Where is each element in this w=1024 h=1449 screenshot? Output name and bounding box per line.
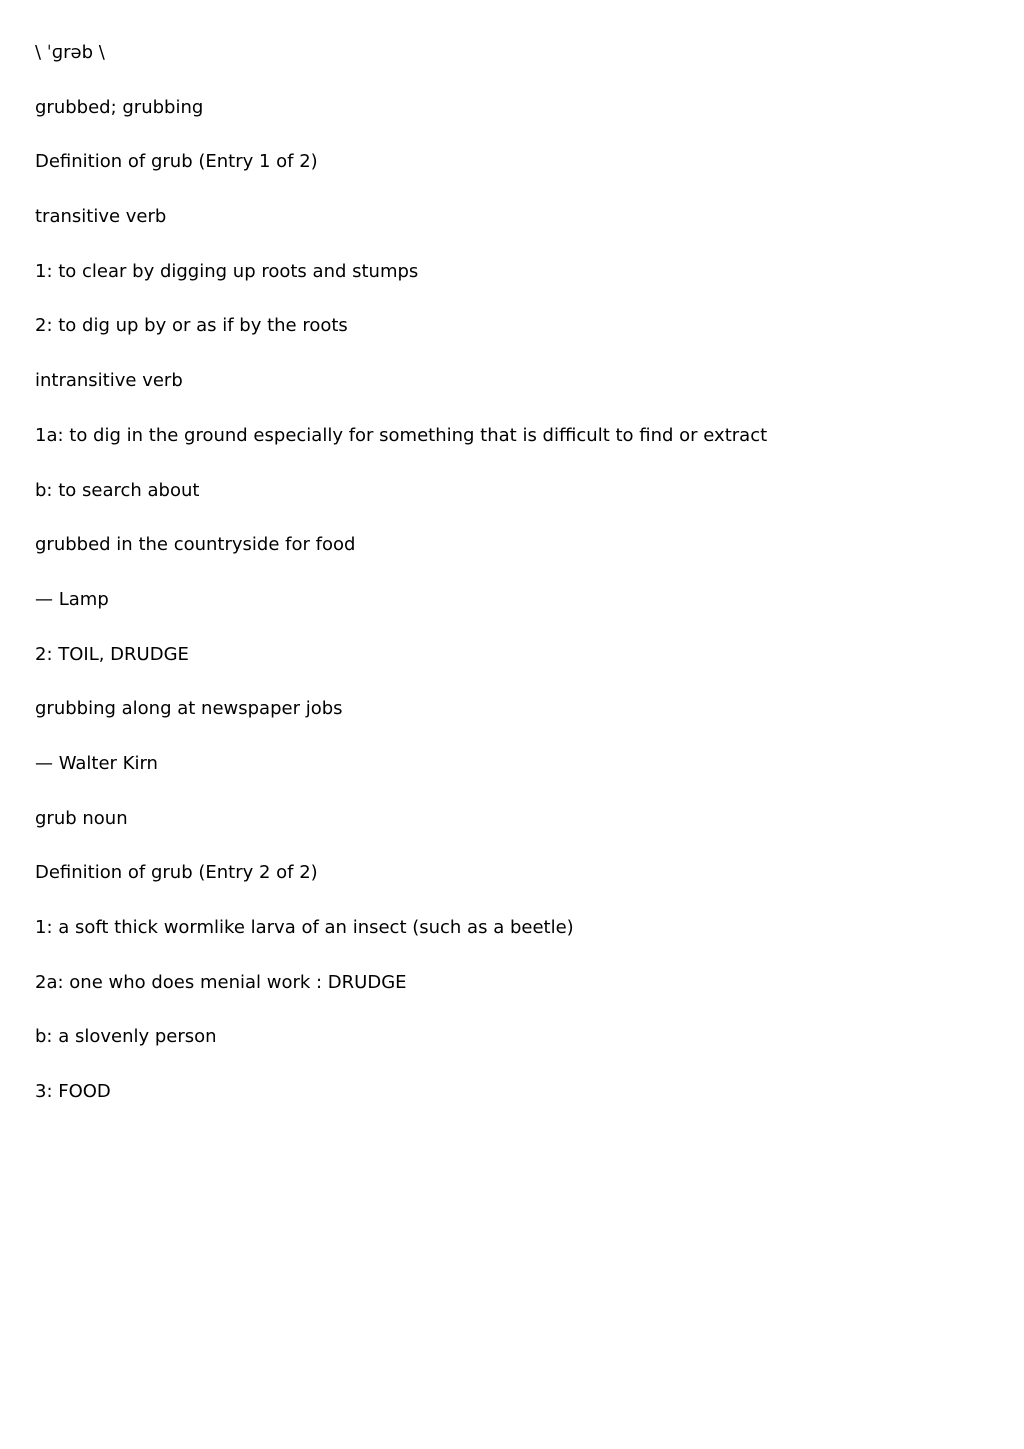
- entry-1-heading: Definition of grub (Entry 1 of 2): [35, 151, 318, 173]
- inflections: grubbed; grubbing: [35, 96, 204, 118]
- transitive-sense-2: 2: to dig up by or as if by the roots: [35, 315, 348, 337]
- noun-sense-2b: b: a slovenly person: [35, 1026, 217, 1048]
- noun-label: grub noun: [35, 807, 128, 829]
- part-of-speech-intransitive: intransitive verb: [35, 370, 183, 392]
- usage-attribution-1: — Lamp: [35, 588, 109, 610]
- noun-sense-2a: 2a: one who does menial work : DRUDGE: [35, 971, 407, 993]
- transitive-sense-1: 1: to clear by digging up roots and stumps: [35, 260, 419, 282]
- usage-example-1: grubbed in the countryside for food: [35, 534, 356, 556]
- intransitive-sense-1b: b: to search about: [35, 479, 200, 501]
- noun-sense-1: 1: a soft thick wormlike larva of an insect (such as a beetle): [35, 917, 574, 938]
- dictionary-entry: [35, 39, 995, 1133]
- part-of-speech-transitive: transitive verb: [35, 206, 167, 228]
- noun-sense-3: 3: FOOD: [35, 1081, 111, 1103]
- intransitive-sense-1a: 1a: to dig in the ground especially for something that is difficult to find or extract: [35, 424, 768, 446]
- intransitive-sense-2: 2: TOIL, DRUDGE: [35, 643, 189, 665]
- usage-example-2: grubbing along at newspaper jobs: [35, 698, 343, 720]
- usage-attribution-2: — Walter Kirn: [35, 752, 158, 774]
- entry-2-heading: Definition of grub (Entry 2 of 2): [35, 862, 318, 884]
- pronunciation: \ ˈɡrəb \: [35, 42, 105, 63]
